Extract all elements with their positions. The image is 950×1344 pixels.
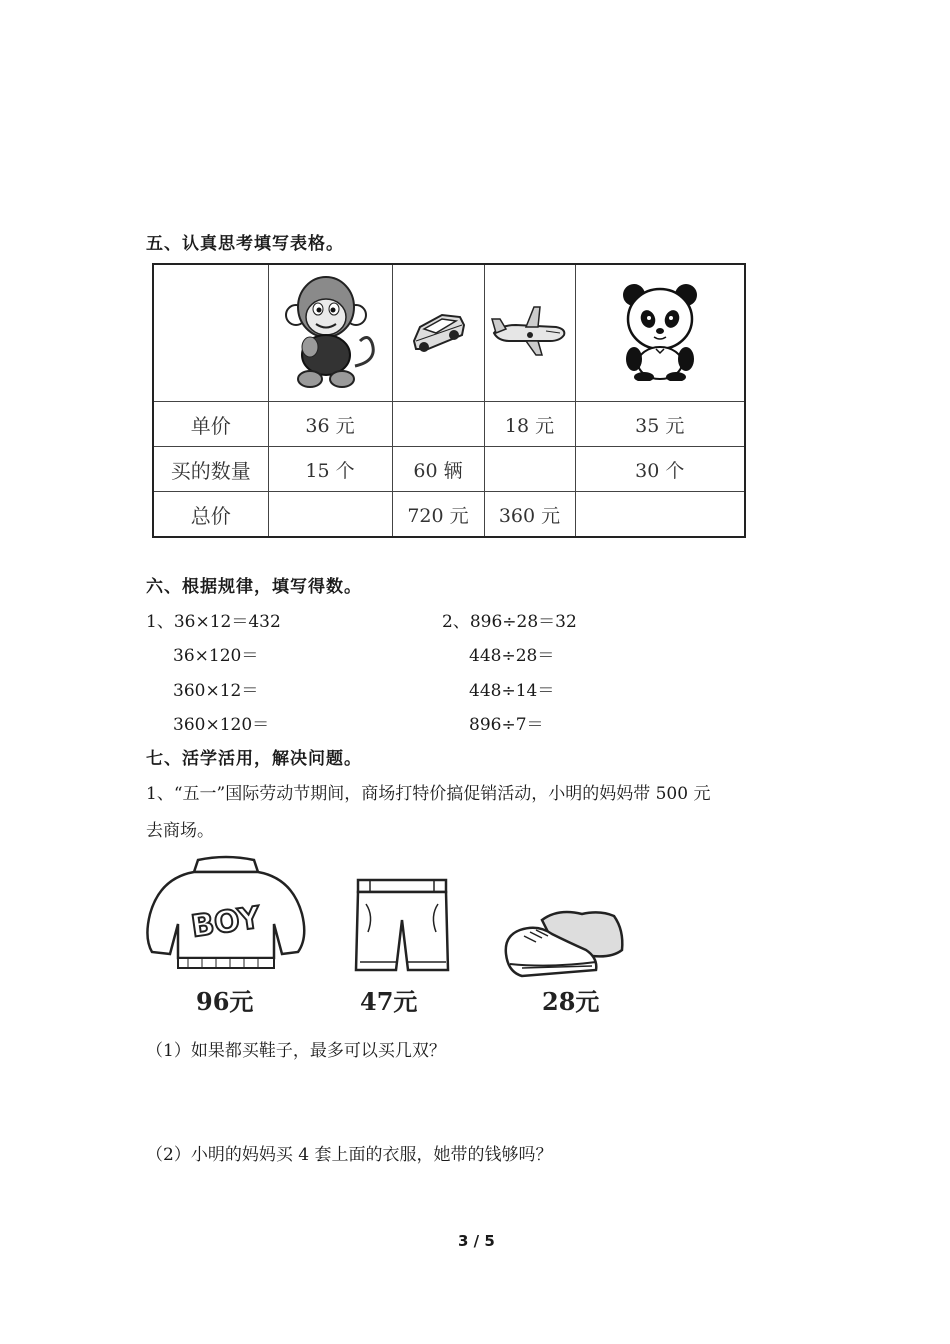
panda-cell	[575, 264, 745, 402]
table-corner-cell	[153, 264, 268, 402]
row-label-total-price: 总价	[153, 492, 268, 538]
shorts-price: 47元	[360, 987, 418, 1016]
table-cell: 720 元	[392, 492, 484, 538]
sweater-label: BOY	[189, 900, 263, 945]
equation-right-4: 896÷7＝	[469, 715, 544, 735]
shorts-icon	[356, 880, 448, 970]
question-2: （2）小明的妈妈买 4 套上面的衣服，她带的钱够吗？	[146, 1145, 553, 1165]
problem-text-line2: 去商场。	[146, 821, 214, 841]
page-number: 3 / 5	[458, 1232, 495, 1250]
airplane-icon	[490, 303, 570, 359]
question-1: （1）如果都买鞋子，最多可以买几双？	[146, 1041, 446, 1061]
table-cell: 30 个	[575, 447, 745, 492]
table-cell: 35 元	[575, 402, 745, 447]
equation-left-1: 1、36×12＝432	[146, 612, 281, 632]
airplane-cell	[484, 264, 575, 402]
price-table	[152, 263, 746, 538]
car-cell	[392, 264, 484, 402]
car-icon	[408, 301, 468, 361]
table-cell: 360 元	[484, 492, 575, 538]
equation-right-1: 2、896÷28＝32	[442, 612, 577, 632]
monkey-cell	[268, 264, 392, 402]
panda-icon	[620, 281, 700, 381]
table-cell	[575, 492, 745, 538]
equation-right-2: 448÷28＝	[469, 646, 555, 666]
table-cell: 36 元	[268, 402, 392, 447]
section5-title: 五、认真思考填写表格。	[146, 234, 344, 254]
table-cell: 18 元	[484, 402, 575, 447]
row-label-quantity: 买的数量	[153, 447, 268, 492]
equation-left-4: 360×120＝	[173, 715, 270, 735]
equation-right-3: 448÷14＝	[469, 681, 555, 701]
equation-left-3: 360×12＝	[173, 681, 259, 701]
table-cell: 15 个	[268, 447, 392, 492]
problem-text-line1: 1、“五一”国际劳动节期间，商场打特价搞促销活动，小明的妈妈带 500 元	[146, 784, 711, 804]
monkey-icon	[280, 271, 380, 391]
shoes-icon	[506, 912, 623, 976]
table-cell	[392, 402, 484, 447]
sweater-price: 96元	[196, 987, 254, 1016]
shoes-price: 28元	[542, 987, 600, 1016]
section7-title: 七、活学活用，解决问题。	[146, 749, 362, 769]
table-cell	[268, 492, 392, 538]
section6-title: 六、根据规律，填写得数。	[146, 577, 362, 597]
table-cell	[484, 447, 575, 492]
equation-left-2: 36×120＝	[173, 646, 259, 666]
row-label-unit-price: 单价	[153, 402, 268, 447]
sweater-icon	[142, 854, 310, 974]
table-cell: 60 辆	[392, 447, 484, 492]
